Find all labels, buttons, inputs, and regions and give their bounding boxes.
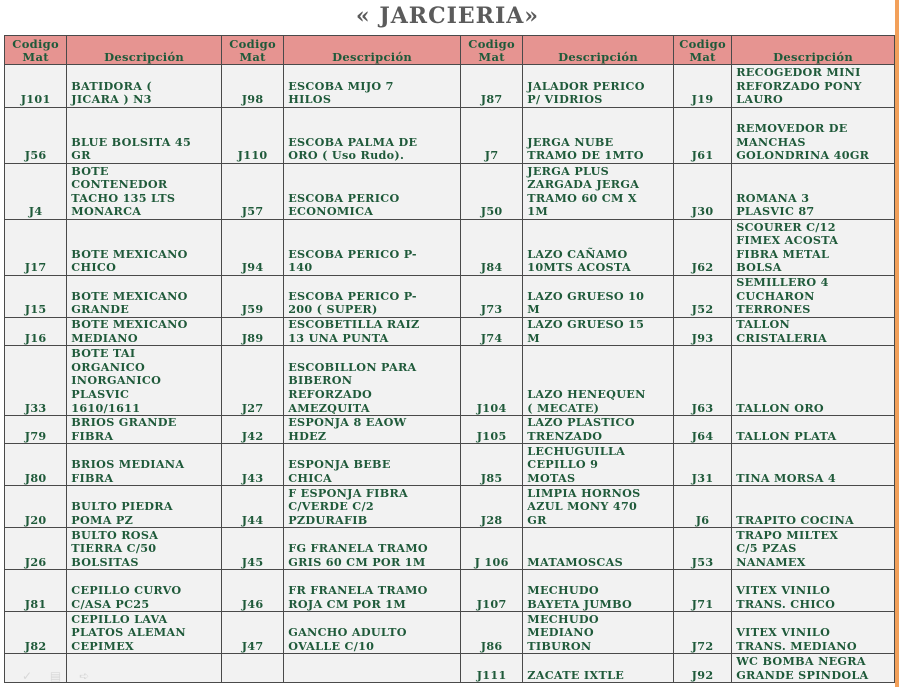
- item-description: TINA MORSA 4: [732, 444, 895, 486]
- item-code: J104: [461, 346, 523, 416]
- item-code: J80: [5, 444, 67, 486]
- table-row: [5, 612, 895, 654]
- item-description: ESCOBA PERICO ECONOMICA: [284, 164, 461, 220]
- table-row: [5, 570, 895, 612]
- table-row: [5, 528, 895, 570]
- item-code: J27: [221, 346, 283, 416]
- item-description: ESCOBA MIJO 7 HILOS: [284, 65, 461, 108]
- item-description: SCOURER C/12 FIMEX ACOSTA FIBRA METAL BOLSA: [732, 220, 895, 276]
- item-code: J31: [673, 444, 731, 486]
- item-description: BLUE BOLSITA 45 GR: [67, 108, 222, 164]
- item-description: CEPILLO CURVO C/ASA PC25: [67, 570, 222, 612]
- item-description: FG FRANELA TRAMO GRIS 60 CM POR 1M: [284, 528, 461, 570]
- item-code: J50: [461, 164, 523, 220]
- right-edge-accent: [895, 0, 899, 687]
- item-description: VITEX VINILO TRANS. MEDIANO: [732, 612, 895, 654]
- item-code: J6: [673, 486, 731, 528]
- item-code: J63: [673, 346, 731, 416]
- item-code: J28: [461, 486, 523, 528]
- table-row: [5, 164, 895, 220]
- item-code: J107: [461, 570, 523, 612]
- item-code: J47: [221, 612, 283, 654]
- header-description: Descripción: [523, 36, 674, 65]
- item-code: J19: [673, 65, 731, 108]
- item-description: BRIOS MEDIANA FIBRA: [67, 444, 222, 486]
- item-description: MECHUDO BAYETA JUMBO: [523, 570, 674, 612]
- footer-icons: [22, 669, 112, 685]
- item-description: BULTO ROSA TIERRA C/50 BOLSITAS: [67, 528, 222, 570]
- item-code: J84: [461, 220, 523, 276]
- item-description: JERGA NUBE TRAMO DE 1MTO: [523, 108, 674, 164]
- table-row: [5, 276, 895, 318]
- item-code: J56: [5, 108, 67, 164]
- item-description: ESCOBETILLA RAIZ 13 UNA PUNTA: [284, 318, 461, 346]
- item-code: J89: [221, 318, 283, 346]
- item-description: WC BOMBA NEGRA GRANDE SPINDOLA: [732, 654, 895, 683]
- item-description: LAZO GRUESO 10 M: [523, 276, 674, 318]
- item-code: J85: [461, 444, 523, 486]
- header-description: Descripción: [284, 36, 461, 65]
- item-description: BULTO PIEDRA POMA PZ: [67, 486, 222, 528]
- item-code: J111: [461, 654, 523, 683]
- item-description: BOTE MEXICANO MEDIANO: [67, 318, 222, 346]
- item-code: J94: [221, 220, 283, 276]
- item-description: TRAPITO COCINA: [732, 486, 895, 528]
- item-code: J86: [461, 612, 523, 654]
- product-table: [4, 35, 895, 683]
- item-description: FR FRANELA TRAMO ROJA CM POR 1M: [284, 570, 461, 612]
- table-row: [5, 346, 895, 416]
- item-code: J57: [221, 164, 283, 220]
- item-code: J16: [5, 318, 67, 346]
- notes-icon: ▤: [49, 669, 62, 683]
- item-description: SEMILLERO 4 CUCHARON TERRONES: [732, 276, 895, 318]
- item-description: JERGA PLUS ZARGADA JERGA TRAMO 60 CM X 1M: [523, 164, 674, 220]
- item-description: RECOGEDOR MINI REFORZADO PONY LAURO: [732, 65, 895, 108]
- item-description: ESCOBILLON PARA BIBERON REFORZADO AMEZQUITA: [284, 346, 461, 416]
- item-description: BOTE TAI ORGANICO INORGANICO PLASVIC 1610/1611: [67, 346, 222, 416]
- table-row: [5, 65, 895, 108]
- item-description: GANCHO ADULTO OVALLE C/10: [284, 612, 461, 654]
- item-description: LIMPIA HORNOS AZUL MONY 470 GR: [523, 486, 674, 528]
- item-code: J46: [221, 570, 283, 612]
- item-code: J61: [673, 108, 731, 164]
- item-description: TALLON CRISTALERIA: [732, 318, 895, 346]
- item-description: ESPONJA 8 EAOW HDEZ: [284, 416, 461, 444]
- item-description: ESCOBA PALMA DE ORO ( Uso Rudo).: [284, 108, 461, 164]
- item-description: ROMANA 3 PLASVIC 87: [732, 164, 895, 220]
- header-description: Descripción: [732, 36, 895, 65]
- item-code: J15: [5, 276, 67, 318]
- table-row: [5, 654, 895, 683]
- item-code: J105: [461, 416, 523, 444]
- item-description: ZACATE IXTLE: [523, 654, 674, 683]
- table-row: [5, 444, 895, 486]
- item-description: F ESPONJA FIBRA C/VERDE C/2 PZDURAFIB: [284, 486, 461, 528]
- item-code: J33: [5, 346, 67, 416]
- header-description: Descripción: [67, 36, 222, 65]
- item-description: BRIOS GRANDE FIBRA: [67, 416, 222, 444]
- item-code: J44: [221, 486, 283, 528]
- item-code: J101: [5, 65, 67, 108]
- table-row: [5, 318, 895, 346]
- item-description: LAZO CAÑAMO 10MTS ACOSTA: [523, 220, 674, 276]
- item-description: MATAMOSCAS: [523, 528, 674, 570]
- table-row: [5, 220, 895, 276]
- item-code: J30: [673, 164, 731, 220]
- item-code: J7: [461, 108, 523, 164]
- item-description: TALLON PLATA: [732, 416, 895, 444]
- item-code: J72: [673, 612, 731, 654]
- item-code: J79: [5, 416, 67, 444]
- header-code: Codigo Mat: [221, 36, 283, 65]
- item-code: J26: [5, 528, 67, 570]
- item-code: J45: [221, 528, 283, 570]
- item-description: BOTE MEXICANO CHICO: [67, 220, 222, 276]
- header-code: Codigo Mat: [461, 36, 523, 65]
- item-code: J42: [221, 416, 283, 444]
- table-row: [5, 108, 895, 164]
- table-row: [5, 416, 895, 444]
- item-description: [284, 654, 461, 683]
- item-description: LAZO HENEQUEN ( MECATE): [523, 346, 674, 416]
- item-description: BATIDORA ( JICARA ) N3: [67, 65, 222, 108]
- item-code: J17: [5, 220, 67, 276]
- item-description: VITEX VINILO TRANS. CHICO: [732, 570, 895, 612]
- item-description: LAZO PLASTICO TRENZADO: [523, 416, 674, 444]
- item-code: J52: [673, 276, 731, 318]
- item-description: CEPILLO LAVA PLATOS ALEMAN CEPIMEX: [67, 612, 222, 654]
- arrow-icon: ➪: [79, 669, 90, 683]
- item-code: J74: [461, 318, 523, 346]
- item-description: TALLON ORO: [732, 346, 895, 416]
- item-code: J110: [221, 108, 283, 164]
- item-code: J64: [673, 416, 731, 444]
- item-description: REMOVEDOR DE MANCHAS GOLONDRINA 40GR: [732, 108, 895, 164]
- item-description: LECHUGUILLA CEPILLO 9 MOTAS: [523, 444, 674, 486]
- item-description: LAZO GRUESO 15 M: [523, 318, 674, 346]
- item-description: MECHUDO MEDIANO TIBURON: [523, 612, 674, 654]
- item-code: J82: [5, 612, 67, 654]
- header-code: Codigo Mat: [5, 36, 67, 65]
- item-code: J59: [221, 276, 283, 318]
- check-icon: ✓: [22, 669, 33, 683]
- item-description: TRAPO MILTEX C/5 PZAS NANAMEX: [732, 528, 895, 570]
- item-code: J53: [673, 528, 731, 570]
- item-code: J87: [461, 65, 523, 108]
- page-title: « JARCIERIA»: [355, 3, 540, 29]
- item-code: J20: [5, 486, 67, 528]
- item-description: ESCOBA PERICO P- 200 ( SUPER): [284, 276, 461, 318]
- item-code: J73: [461, 276, 523, 318]
- item-code: J62: [673, 220, 731, 276]
- item-code: J43: [221, 444, 283, 486]
- item-code: J4: [5, 164, 67, 220]
- item-code: J93: [673, 318, 731, 346]
- item-description: BOTE CONTENEDOR TACHO 135 LTS MONARCA: [67, 164, 222, 220]
- item-code: J 106: [461, 528, 523, 570]
- item-code: J98: [221, 65, 283, 108]
- table-row: [5, 486, 895, 528]
- header-code: Codigo Mat: [673, 36, 731, 65]
- item-code: J92: [673, 654, 731, 683]
- item-description: BOTE MEXICANO GRANDE: [67, 276, 222, 318]
- item-description: JALADOR PERICO P/ VIDRIOS: [523, 65, 674, 108]
- item-code: J71: [673, 570, 731, 612]
- item-description: ESPONJA BEBE CHICA: [284, 444, 461, 486]
- item-code: J81: [5, 570, 67, 612]
- item-code: [221, 654, 283, 683]
- item-description: ESCOBA PERICO P- 140: [284, 220, 461, 276]
- table-header-row: [5, 36, 895, 65]
